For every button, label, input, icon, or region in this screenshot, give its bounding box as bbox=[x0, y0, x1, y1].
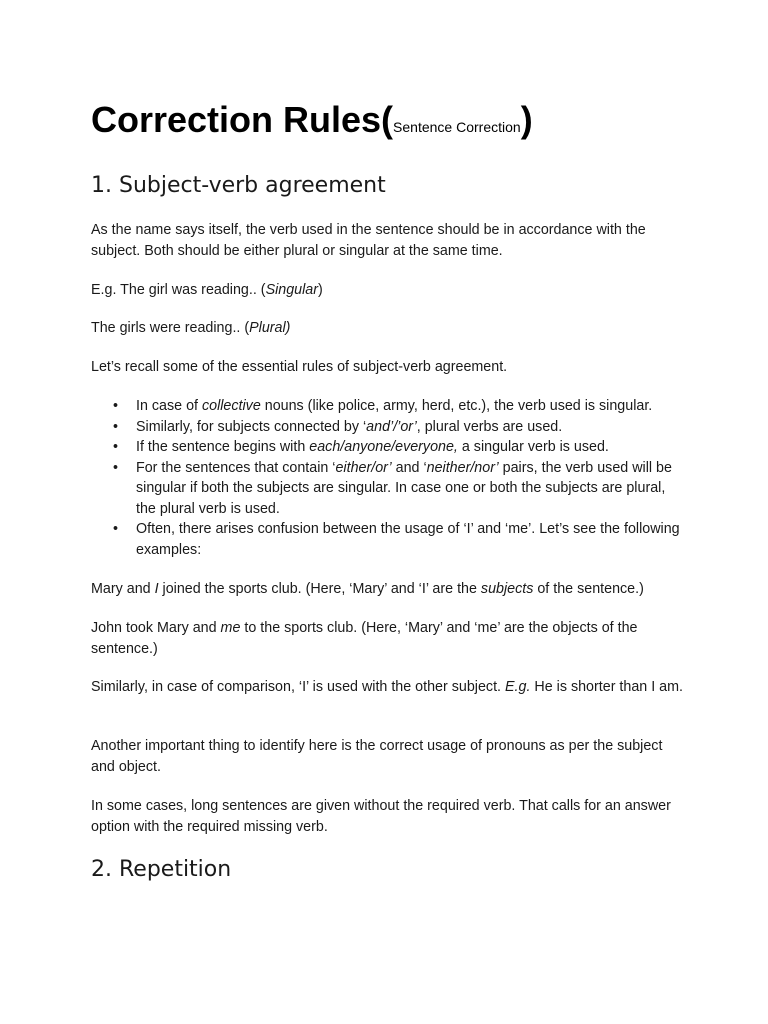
list-item: • In case of collective nouns (like police, army, herd, etc.), the verb used is singular. bbox=[91, 396, 683, 417]
list-item: • Similarly, for subjects connected by ‘and’/’or’, plural verbs are used. bbox=[91, 417, 683, 438]
comparison-paragraph: Similarly, in case of comparison, ‘I’ is used with the other subject. E.g. He is shorter than I am. bbox=[91, 679, 683, 695]
recall-paragraph: Let’s recall some of the essential rules of subject-verb agreement. bbox=[91, 359, 508, 375]
example-singular: E.g. The girl was reading.. (Singular) bbox=[91, 282, 323, 298]
title-main: Correction Rules( bbox=[91, 99, 394, 140]
list-item: • If the sentence begins with each/anyone/everyone, a singular verb is used. bbox=[91, 437, 683, 458]
missing-verb-paragraph: In some cases, long sentences are given without the required verb. That calls for an answer option with the required missing verb. bbox=[91, 798, 671, 835]
section-heading-repetition: 2. Repetition bbox=[91, 857, 232, 882]
john-example: John took Mary and me to the sports club. (Here, ‘Mary’ and ‘me’ are the objects of the sentence.) bbox=[91, 620, 638, 657]
mary-example: Mary and I joined the sports club. (Here, ‘Mary’ and ‘I’ are the subjects of the sentence.) bbox=[91, 581, 644, 597]
list-item: • Often, there arises confusion between the usage of ‘I’ and ‘me’. Let’s see the following examples: bbox=[91, 519, 683, 560]
title-subtitle: Sentence Correction bbox=[393, 119, 521, 135]
section-heading-subject-verb: 1. Subject-verb agreement bbox=[91, 173, 386, 198]
intro-paragraph: As the name says itself, the verb used in the sentence should be in accordance with the subject. Both should be either plural or singular at the same time. bbox=[91, 222, 646, 259]
example-plural: The girls were reading.. (Plural) bbox=[91, 320, 291, 336]
rules-list bbox=[91, 396, 683, 560]
page-title bbox=[91, 100, 533, 147]
pronouns-paragraph: Another important thing to identify here is the correct usage of pronouns as per the subject and object. bbox=[91, 738, 663, 775]
list-item: • For the sentences that contain ‘either/or’ and ‘neither/nor’ pairs, the verb used will be singular if both the subjects are singular. In case one or both the subjects are plural, the plural verb is used. bbox=[91, 458, 683, 520]
title-close: ) bbox=[520, 99, 533, 140]
